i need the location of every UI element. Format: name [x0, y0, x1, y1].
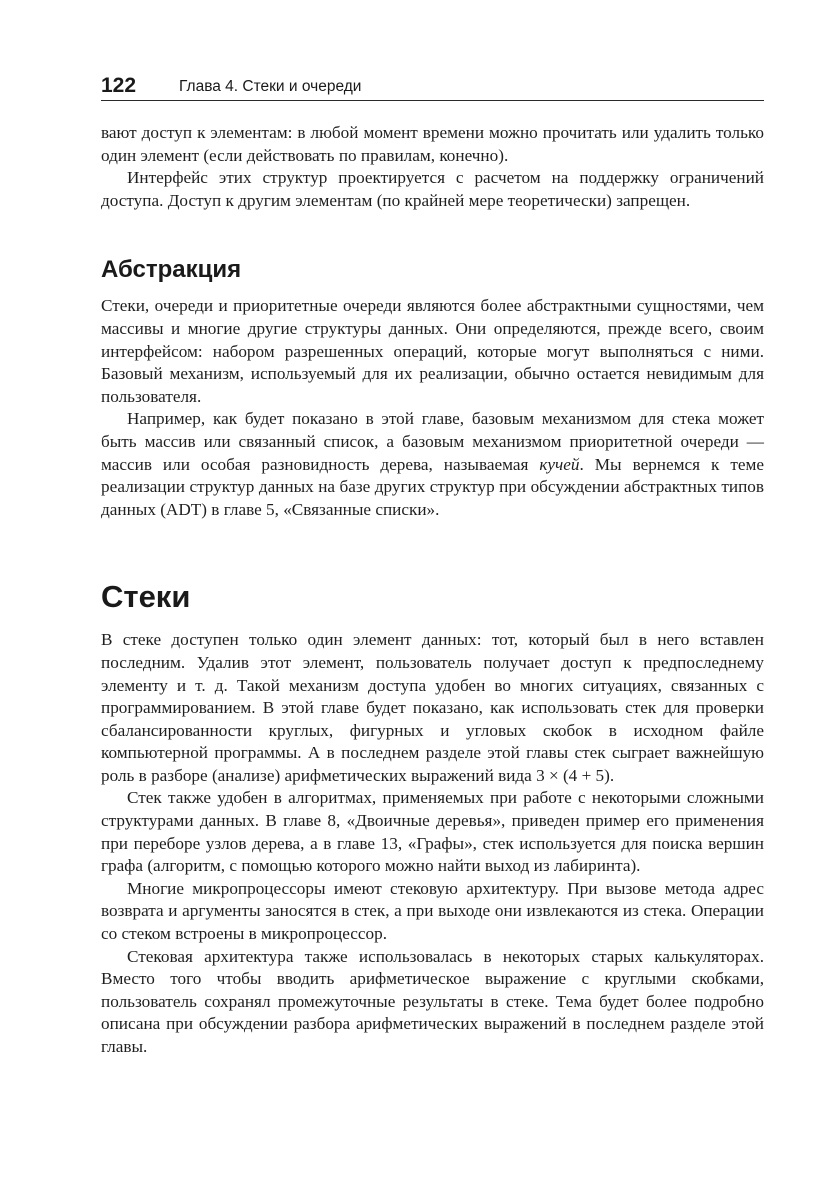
term-heap: кучей	[539, 454, 580, 474]
stacks-paragraph-1: В стеке доступен только один элемент данных: тот, который был в него вставлен последним. Удалив этот элемент, пользователь получает доступ к предпоследнему элементу и т. д. Такой механизм доступа удобен во многих ситуациях, связанных с программированием. В этой главе будет показано, как использовать стек для проверки сбалансированности круглых, фигурных и угловых скобок в исходном файле компьютерной программы. А в последнем разделе этой главы стек сыграет важнейшую роль в разборе (анализе) арифметических выражений вида 3 × (4 + 5).	[101, 630, 764, 785]
intro-paragraph-1: вают доступ к элементам: в любой момент времени можно прочитать или удалить только один элемент (если действовать по правилам, конечно).	[101, 123, 764, 165]
stacks-paragraph-4: Стековая архитектура также использовалась в некоторых старых калькуляторах. Вместо того чтобы вводить арифметическое выражение с круглыми скобками, пользователь сохранял промежуточные результаты в стеке. Тема будет более подробно описана при обсуждении разбора арифметических выражений в последнем разделе этой главы.	[101, 946, 764, 1056]
page-body	[101, 122, 764, 1059]
stacks-paragraph-3: Многие микропроцессоры имеют стековую архитектуру. При вызове метода адрес возврата и аргументы заносятся в стек, а при выходе они извлекаются из стека. Операции со стеком встроены в микропроцессор.	[101, 878, 764, 944]
page-number: 122	[101, 74, 137, 97]
abstraction-paragraph-2-end: . Мы вернемся к теме реализации структур данных на базе других структур при обсуждении абстрактных типов данных (ADT) в главе 5, «Связанные списки».	[101, 454, 764, 519]
abstraction-paragraph-2	[101, 408, 764, 521]
section-heading-stacks: Стеки	[101, 579, 191, 615]
intro-paragraph-2: Интерфейс этих структур проектируется с расчетом на поддержку ограничений доступа. Доступ к другим элементам (по крайней мере теоретически) запрещен.	[101, 168, 764, 210]
section-heading-abstraction: Абстракция	[101, 256, 242, 284]
abstraction-paragraph-1: Стеки, очереди и приоритетные очереди являются более абстрактными сущностями, чем массивы и многие другие структуры данных. Они определяются, прежде всего, своим интерфейсом: набором разрешенных операций, которые могут выполняться с ними. Базовый механизм, используемый для их реализации, обычно остается невидимым для пользователя.	[101, 296, 764, 406]
page-header	[101, 74, 764, 101]
abstraction-paragraph-2-start: Например, как будет показано в этой главе, базовым механизмом для стека может быть массив или связанный список, а базовым механизмом приоритетной очереди — массив или особая разновидность дерева, называемая	[101, 409, 764, 474]
running-title: Глава 4. Стеки и очереди	[179, 78, 362, 95]
stacks-paragraph-2: Стек также удобен в алгоритмах, применяемых при работе с некоторыми сложными структурами данных. В главе 8, «Двоичные деревья», приведен пример его применения при переборе узлов дерева, а в главе 13, «Графы», стек используется для поиска вершин графа (алгоритм, с помощью которого можно найти выход из лабиринта).	[101, 788, 764, 876]
